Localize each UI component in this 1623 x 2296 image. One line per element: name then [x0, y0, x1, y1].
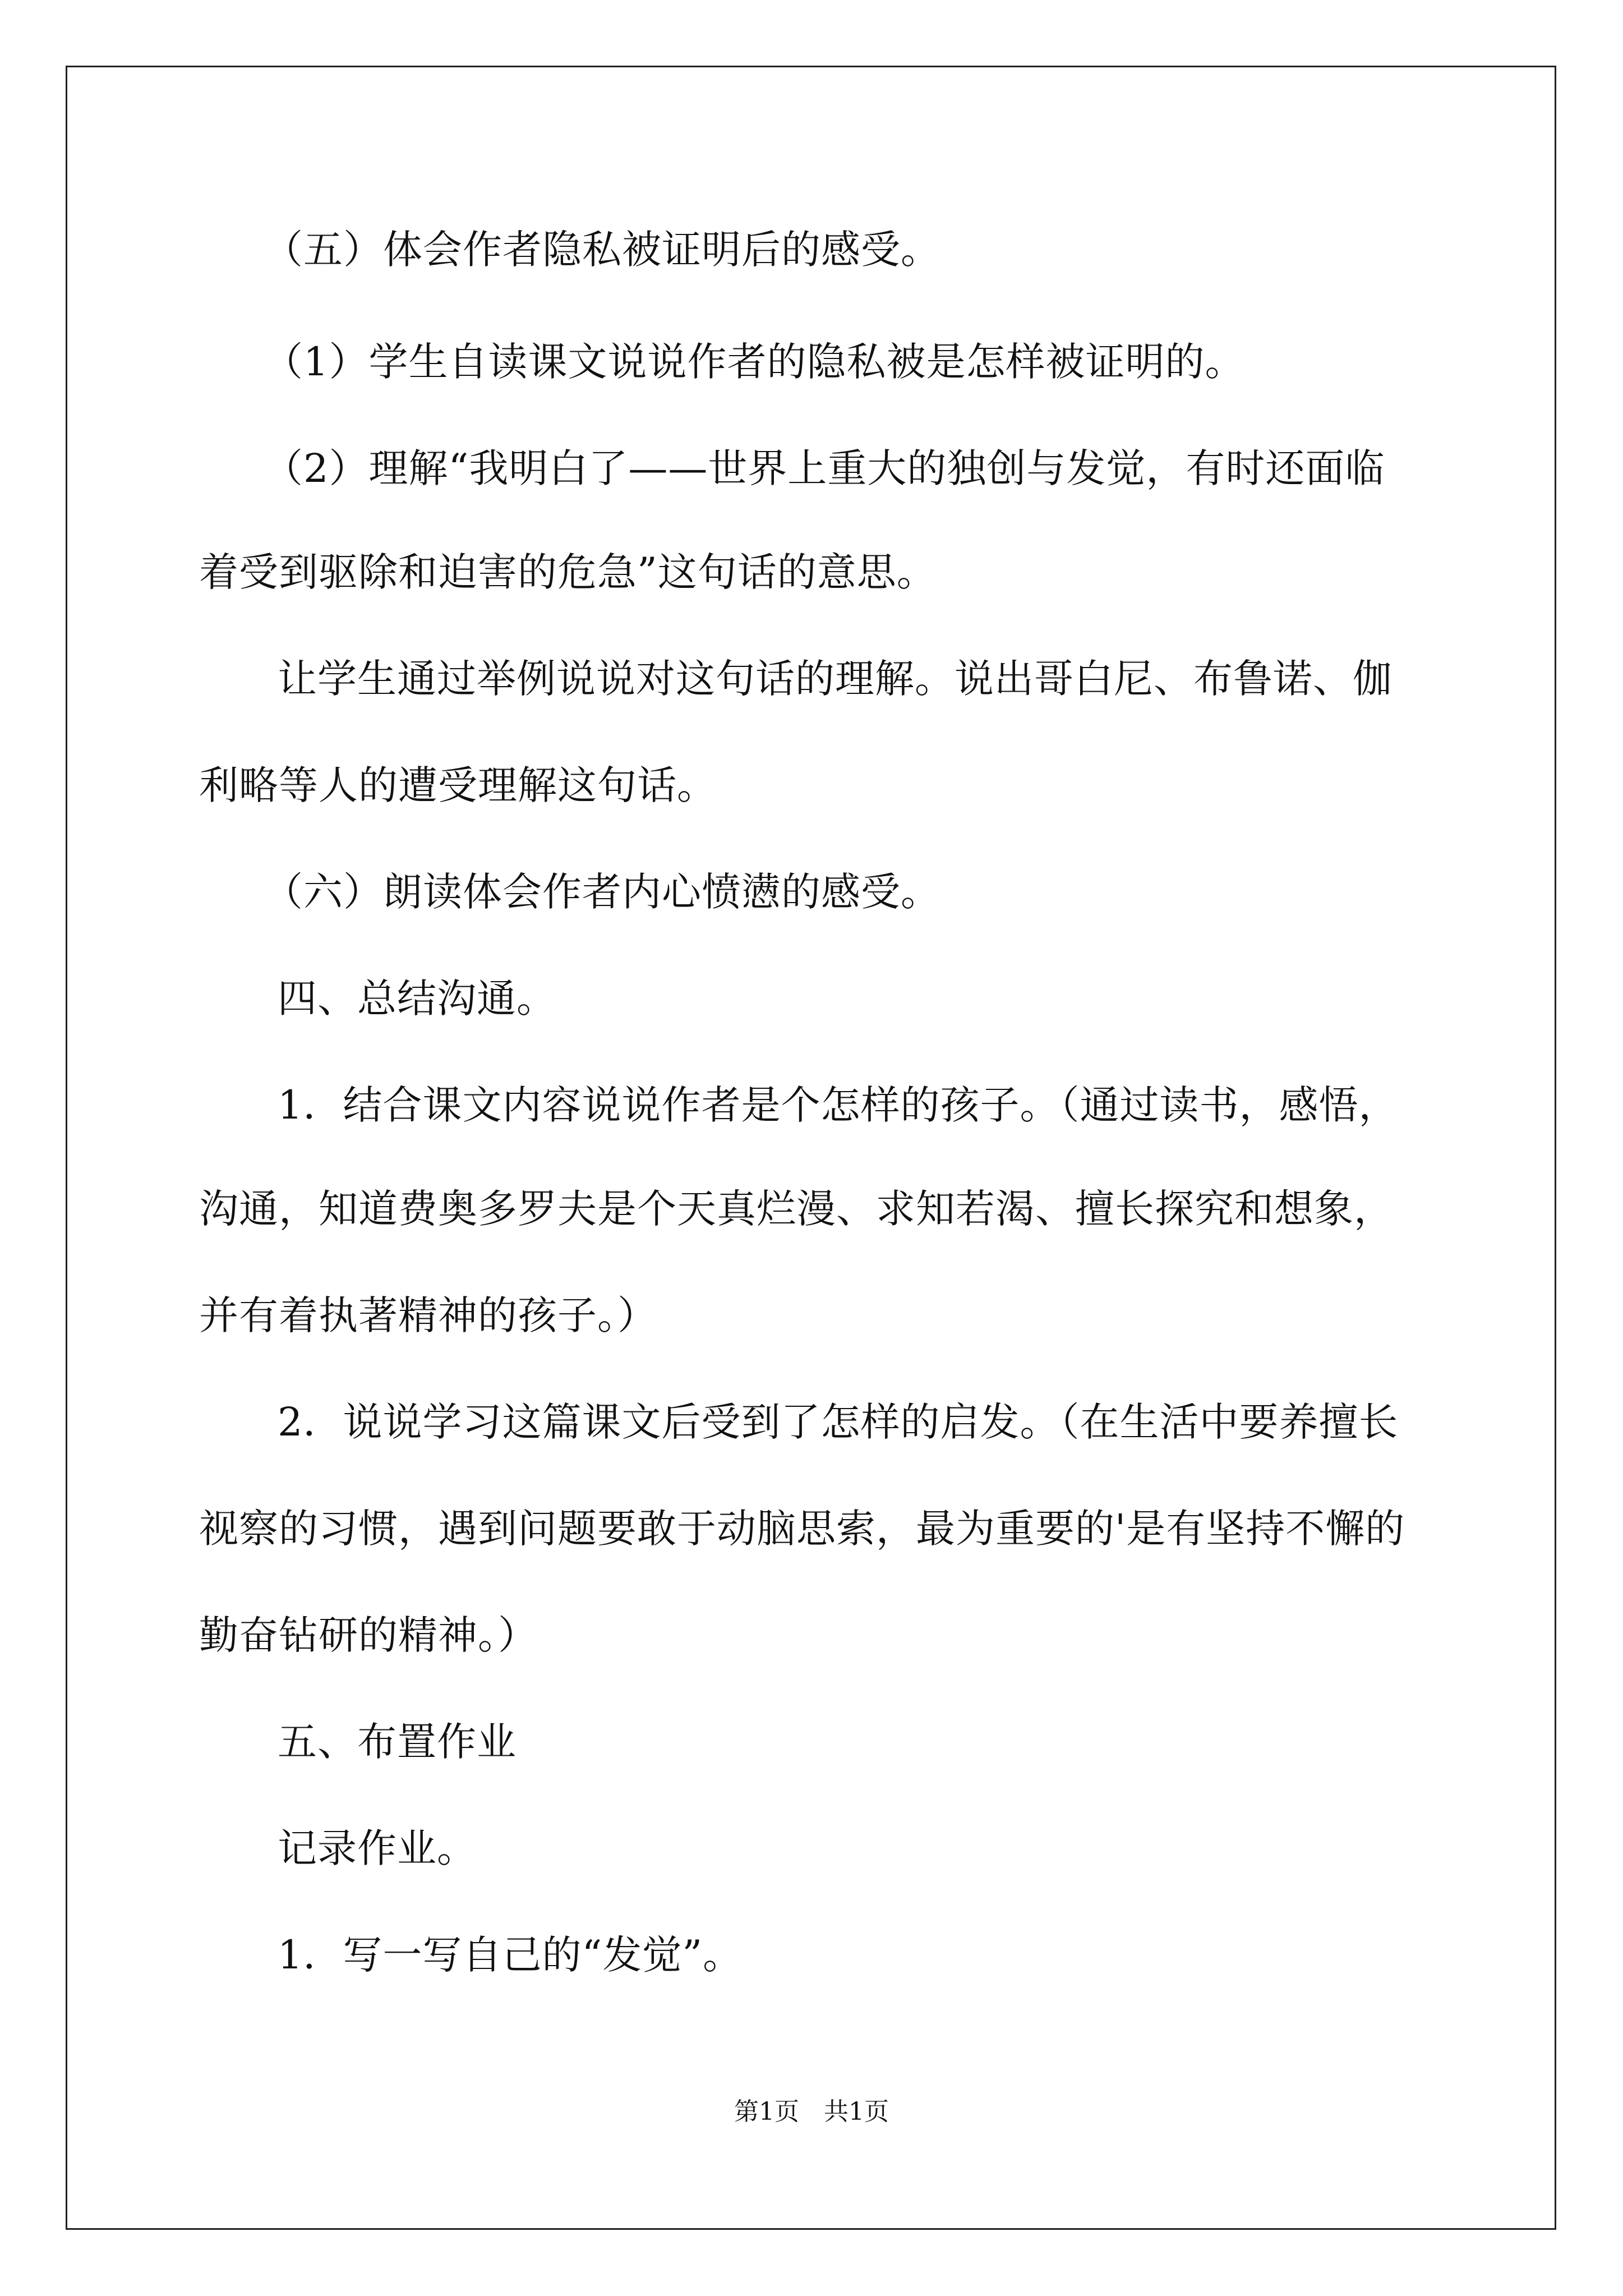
text-line: 着受到驱除和迫害的危急”这句话的意思。 [199, 549, 937, 595]
text-line: 记录作业。 [278, 1825, 477, 1871]
text-line: 视察的习惯，遇到问题要敢于动脑思索，最为重要的'是有坚持不懈的 [199, 1506, 1405, 1552]
text-line: 勤奋钻研的精神。） [199, 1612, 538, 1658]
text-line: 2．说说学习这篇课文后受到了怎样的启发。（在生活中要养擅长 [278, 1399, 1399, 1445]
page-border [66, 66, 1556, 2230]
text-line: （六）朗读体会作者内心愤懑的感受。 [264, 869, 940, 915]
page-footer: 第1页 共1页 [734, 2097, 889, 2126]
text-line: 利略等人的遭受理解这句话。 [199, 762, 717, 808]
text-line: （五）体会作者隐私被证明后的感受。 [264, 227, 940, 273]
text-line: 沟通，知道费奥多罗夫是个天真烂漫、求知若渴、擅长探究和想象， [199, 1186, 1394, 1232]
text-line: 让学生通过举例说说对这句话的理解。说出哥白尼、布鲁诺、伽 [278, 656, 1393, 702]
text-line: 五、布置作业 [278, 1719, 517, 1765]
text-line: 并有着执著精神的孩子。） [199, 1292, 657, 1338]
text-line: 四、总结沟通。 [278, 976, 556, 1022]
text-line: （2）理解“我明白了——世界上重大的独创与发觉，有时还面临 [264, 445, 1385, 491]
text-line: 1．写一写自己的“发觉”。 [278, 1932, 743, 1978]
text-line: （1）学生自读课文说说作者的隐私被是怎样被证明的。 [264, 339, 1245, 385]
text-line: 1．结合课文内容说说作者是个怎样的孩子。（通过读书，感悟， [278, 1082, 1399, 1128]
